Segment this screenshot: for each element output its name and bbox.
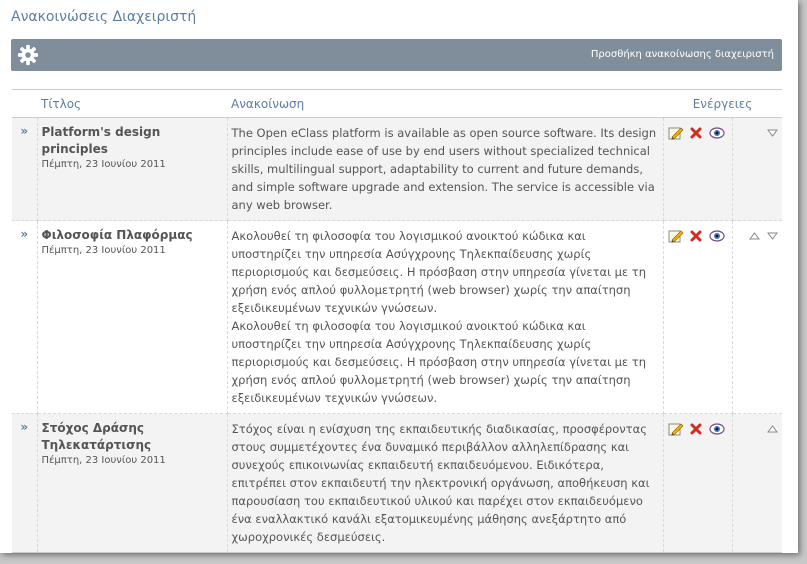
- delete-icon[interactable]: [690, 230, 702, 245]
- announcement-body: Στόχος είναι η ενίσχυση της εκπαιδευτικής διαδικασίας, προσφέροντας στους συμμετέχοντες ένα δυναμικό περιβάλλον αλληλεπίδρασης και συνεχούς επικοινωνίας εκπαιδευτή εκπαιδευόμενου. Ειδικότερα, επιτρέπει στον εκπαιδευτή την ηλεκτρονική οργάνωση, αποθήκευση και παρουσίαση του εκπαιδευτικού υλικού και παρέχει στον εκπαιδευόμενο ένα εναλλακτικό κανάλι εξατομικευμένης μάθησης ανεξάρτητο από χωροχρονικές δεσμεύσεις.: [227, 414, 663, 553]
- announcement-paragraph: Ακολουθεί τη φιλοσοφία του λογισμικού ανοικτού κώδικα και υποστηρίζει την υπηρεσία Ασύγχρονης Τηλεκπαίδευσης χωρίς περιορισμούς και δεσμεύσεις. Η πρόσβαση στην υπηρεσία γίνεται με τη χρήση ενός απλού φυλλομετρητή (web browser) χωρίς την απαίτηση εξειδικευμένων τεχνικών γνώσεων.: [231, 319, 647, 405]
- announcement-body: The Open eClass platform is available as open source software. Its design principles include ease of use by end users without specialized technical skills, multilingual support, adaptability to current and future demands, and simple software upgrade and extension. The service is accessible via any web browser.: [227, 118, 663, 221]
- edit-icon[interactable]: [668, 229, 684, 246]
- header-spacer: [12, 90, 37, 118]
- announcement-body: [227, 221, 663, 414]
- header-actions: Ενέργειες: [663, 90, 782, 118]
- actions-cell: [663, 221, 732, 414]
- announcements-table: [12, 89, 782, 553]
- visibility-eye-icon[interactable]: [709, 127, 725, 142]
- row-bullet: »: [12, 414, 37, 553]
- announcement-title: Platform's design principles: [41, 125, 161, 156]
- table-header-row: [12, 90, 782, 118]
- row-bullet: »: [12, 221, 37, 414]
- actions-cell: [663, 118, 732, 221]
- delete-icon[interactable]: [690, 127, 702, 142]
- title-cell: [37, 221, 227, 414]
- gear-icon[interactable]: [17, 44, 39, 66]
- announcement-date: Πέμπτη, 23 Ιουνίου 2011: [41, 455, 166, 466]
- move-down-icon[interactable]: [767, 230, 778, 238]
- header-title: Τίτλος: [37, 90, 227, 118]
- move-up-icon[interactable]: [749, 230, 760, 238]
- add-announcement-link[interactable]: Προσθήκη ανακοίνωσης διαχειριστή: [590, 49, 774, 60]
- announcement-title: Φιλοσοφία Πλαφόρμας: [41, 228, 193, 242]
- title-cell: [37, 414, 227, 553]
- title-cell: [37, 118, 227, 221]
- move-down-icon[interactable]: [767, 127, 778, 135]
- visibility-eye-icon[interactable]: [709, 230, 725, 245]
- move-cell: [732, 414, 782, 553]
- header-announcement: Ανακοίνωση: [227, 90, 663, 118]
- move-up-icon[interactable]: [767, 423, 778, 431]
- move-cell: [732, 118, 782, 221]
- table-row: [12, 118, 782, 221]
- page-title: Ανακοινώσεις Διαχειριστή: [11, 9, 197, 25]
- announcement-date: Πέμπτη, 23 Ιουνίου 2011: [41, 159, 166, 170]
- toolbar: [11, 39, 782, 71]
- move-cell: [732, 221, 782, 414]
- announcement-date: Πέμπτη, 23 Ιουνίου 2011: [41, 245, 166, 256]
- actions-cell: [663, 414, 732, 553]
- edit-icon[interactable]: [668, 126, 684, 143]
- announcement-title: Στόχος Δράσης Τηλεκατάρτισης: [41, 421, 152, 452]
- table-row: [12, 221, 782, 414]
- visibility-eye-icon[interactable]: [709, 423, 725, 438]
- table-row: [12, 414, 782, 553]
- announcement-paragraph: Ακολουθεί τη φιλοσοφία του λογισμικού ανοικτού κώδικα και υποστηρίζει την υπηρεσία Ασύγχρονης Τηλεκπαίδευσης χωρίς περιορισμούς και δεσμεύσεις. Η πρόσβαση στην υπηρεσία γίνεται με τη χρήση ενός απλού φυλλομετρητή (web browser) χωρίς την απαίτηση εξειδικευμένων τεχνικών γνώσεων.: [231, 229, 647, 315]
- row-bullet: »: [12, 118, 37, 221]
- delete-icon[interactable]: [690, 423, 702, 438]
- edit-icon[interactable]: [668, 422, 684, 439]
